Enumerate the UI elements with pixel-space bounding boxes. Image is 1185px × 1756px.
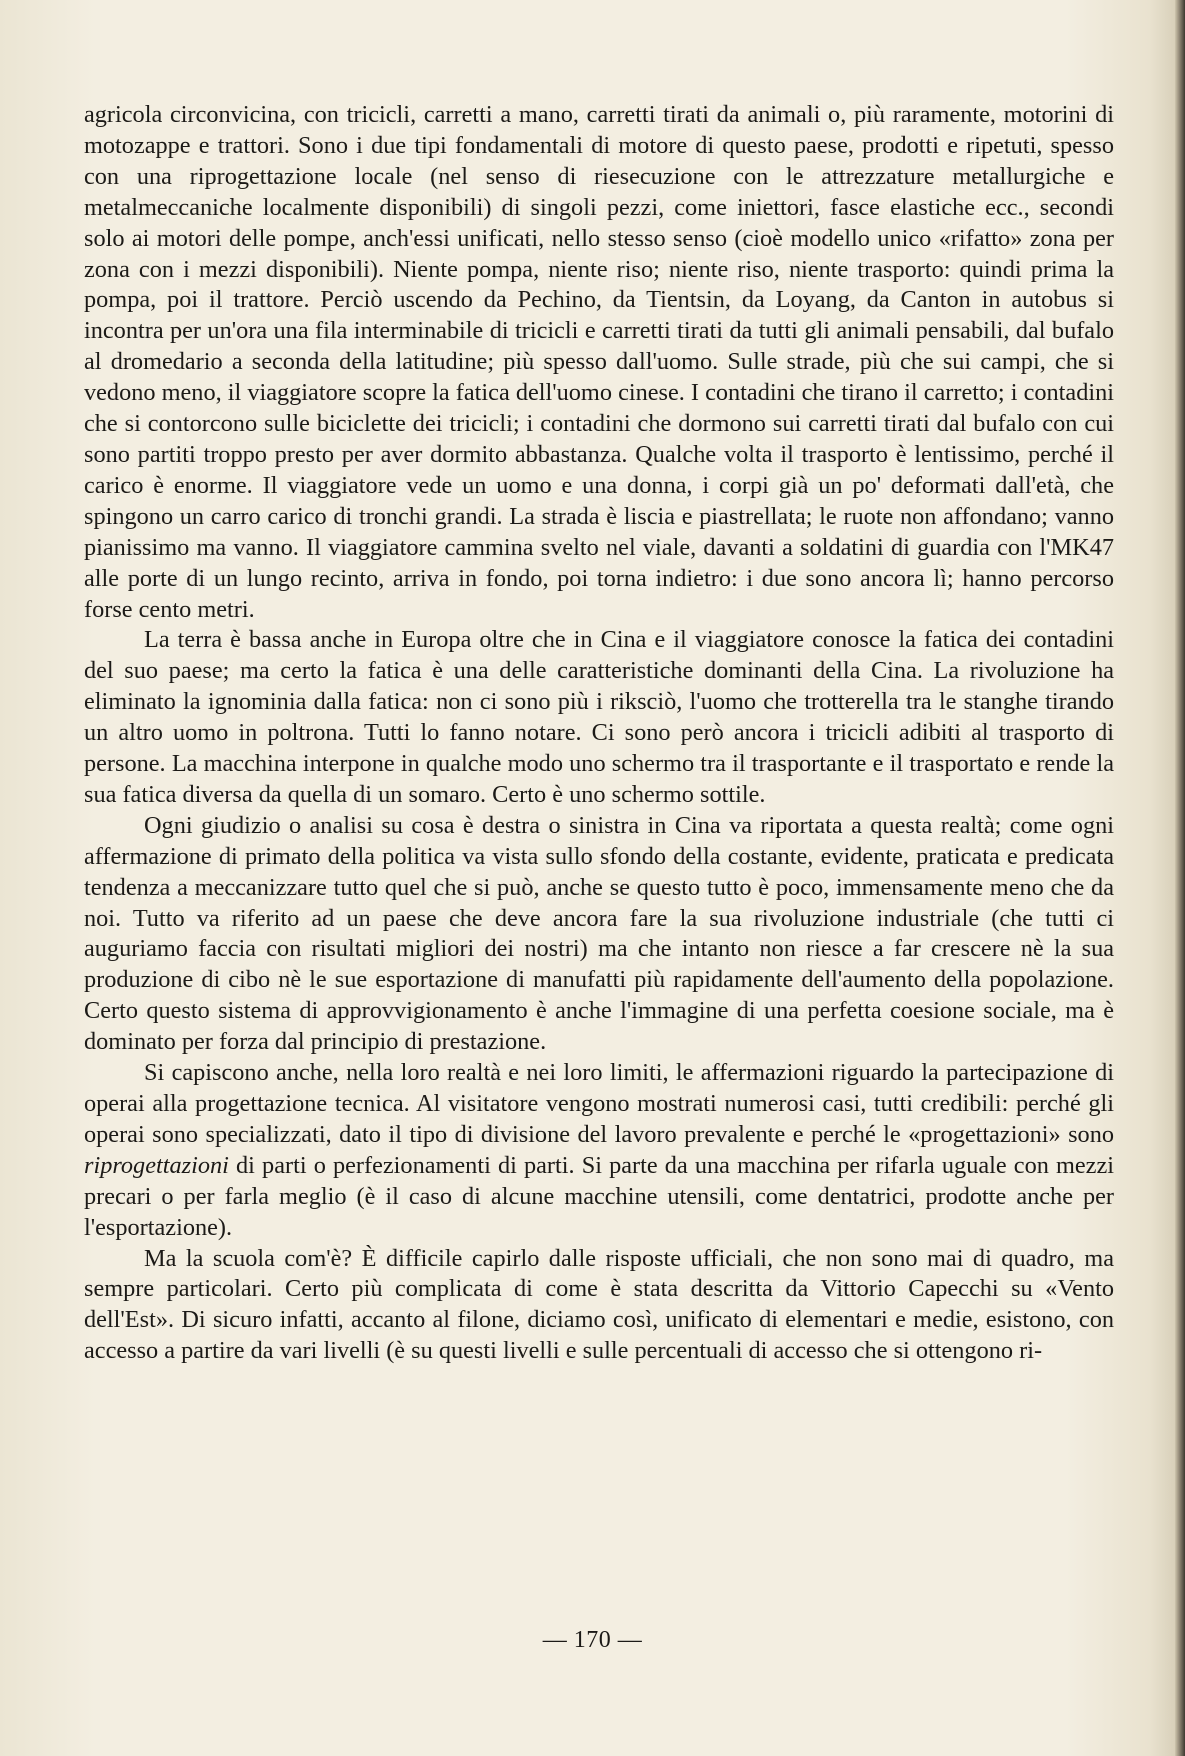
paragraph-3: Ogni giudizio o analisi su cosa è destra o sinistra in Cina va riportata a questa realtà; come ogni affermazione di primato della politica va vista sullo sfondo della costante, evidente, praticata e predicata tendenza a meccanizzare tutto quel che si può, anche se questo tutto è poco, immensamente meno che da noi. Tutto va riferito ad un paese che deve ancora fare la sua rivoluzione industriale (che tutti ci auguriamo faccia con risultati migliori dei nostri) ma che intanto non riesce a far crescere nè la sua produzione di cibo nè le sue esportazione di manufatti più rapidamente dell'aumento della popolazione. Certo questo sistema di approvvigionamento è anche l'immagine di una perfetta coesione sociale, ma è dominato per forza dal principio di prestazione. [84,811,1114,1056]
paragraph-4 [84,1058,1114,1243]
paragraph-2: La terra è bassa anche in Europa oltre che in Cina e il viaggiatore conosce la fatica dei contadini del suo paese; ma certo la fatica è una delle caratteristiche dominanti della Cina. La rivoluzione ha eliminato la ignominia dalla fatica: non ci sono più i riksciò, l'uomo che trotterella tra le stanghe tirando un altro uomo in poltrona. Tutti lo fanno notare. Ci sono però ancora i tricicli adibiti al trasporto di persone. La macchina interpone in qualche modo uno schermo tra il trasportante e il trasportato e rende la sua fatica diversa da quella di un somaro. Certo è uno schermo sottile. [84,626,1114,808]
paragraph-4-part-2: di parti o perfezionamenti di parti. Si parte da una macchina per rifarla uguale con mezzi precari o per farla meglio (è il caso di alcune macchine utensili, come dentatrici, prodotte anche per l'esportazione). [84,1151,1114,1241]
page-edge-shadow [1175,0,1185,1756]
paragraph-5: Ma la scuola com'è? È difficile capirlo dalle risposte ufficiali, che non sono mai di quadro, ma sempre particolari. Certo più complicata di come è stata descritta da Vittorio Capecchi su «Vento dell'Est». Di sicuro infatti, accanto al filone, diciamo così, unificato di elementari e medie, esistono, con accesso a partire da vari livelli (è su questi livelli e sulle percentuali di accesso che si ottengono ri- [84,1244,1114,1365]
paragraph-1: agricola circonvicina, con tricicli, carretti a mano, carretti tirati da animali o, più raramente, motorini di motozappe e trattori. Sono i due tipi fondamentali di motore di questo paese, prodotti e ripetuti, spesso con una riprogettazione locale (nel senso di riesecuzione con le attrezzature metallurgiche e metalmeccaniche localmente disponibili) di singoli pezzi, come iniettori, fasce elastiche ecc., secondi solo ai motori delle pompe, anch'essi unificati, nello stesso senso (cioè modello unico «rifatto» zona per zona con i mezzi disponibili). Niente pompa, niente riso; niente riso, niente trasporto: quindi prima la pompa, poi il trattore. Perciò uscendo da Pechino, da Tientsin, da Loyang, da Canton in autobus si incontra per un'ora una fila interminabile di tricicli e carretti tirati da tutti gli animali pensabili, dal bufalo al dromedario a seconda della latitudine; più spesso dall'uomo. Sulle strade, più che sui campi, che si vedono meno, il viaggiatore scopre la fatica dell'uomo cinese. I contadini che tirano il carretto; i contadini che si contorcono sulle biciclette dei tricicli; i contadini che dormono sui carretti tirati dal bufalo con cui sono partiti troppo presto per aver dormito abbastanza. Qualche volta il trasporto è lentissimo, perché il carico è enorme. Il viaggiatore vede un uomo e una donna, i corpi già un po' deformati dall'età, che spingono un carro carico di tronchi grandi. La strada è liscia e piastrellata; le ruote non affondano; vanno pianissimo ma vanno. Il viaggiatore cammina svelto nel viale, davanti a soldatini di guardia con l'MK47 alle porte di un lungo recinto, arriva in fondo, poi torna indietro: i due sono ancora lì; hanno percorso forse cento metri. [84,101,1114,623]
page-number: — 170 — [542,1627,643,1653]
paragraph-4-italic-term: riprogettazioni [84,1151,229,1179]
body-text [84,100,1114,1367]
paragraph-4-part-1: Si capiscono anche, nella loro realtà e nei loro limiti, le affermazioni riguardo la partecipazione di operai alla progettazione tecnica. Al visitatore vengono mostrati numerosi casi, tutti credibili: perché gli operai sono specializzati, dato il tipo di divisione del lavoro prevalente e perché le «progettazioni» sono [84,1059,1114,1148]
